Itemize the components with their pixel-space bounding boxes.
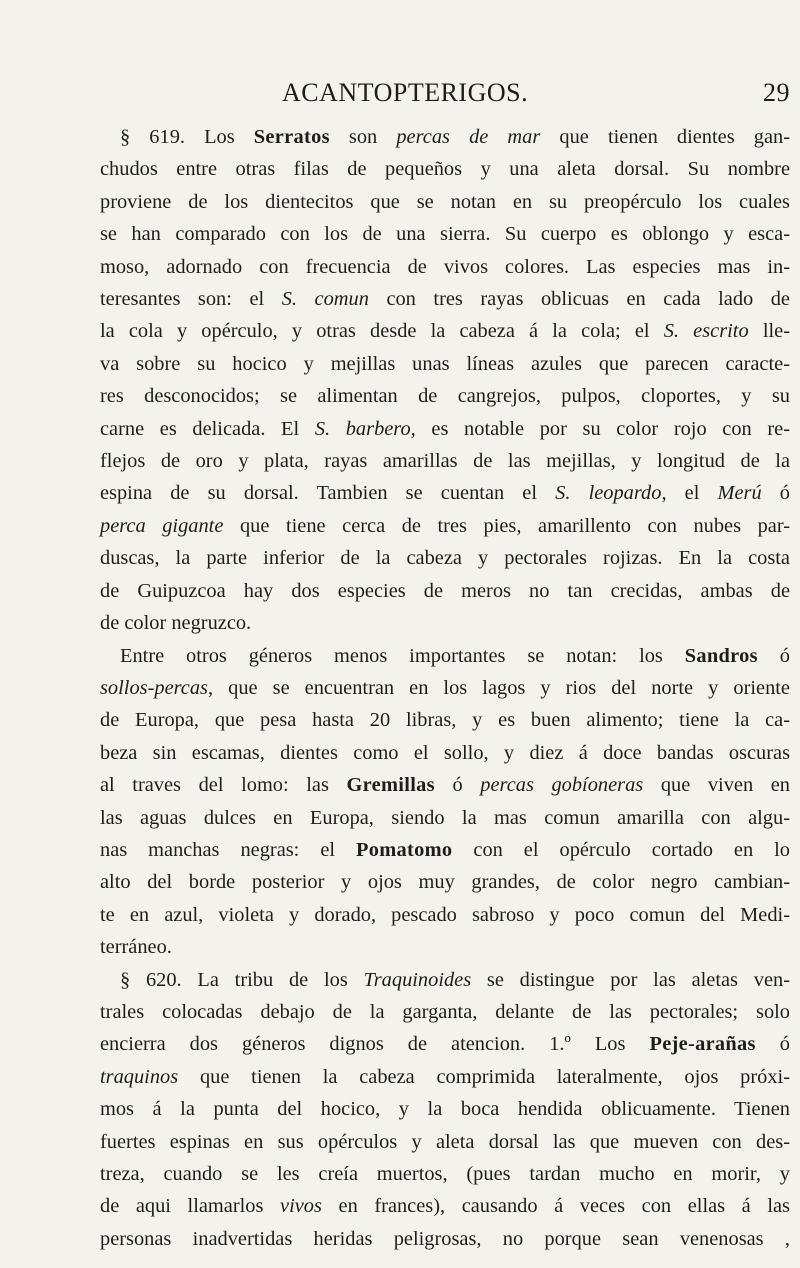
italic-term: S. comun [281,288,369,311]
italic-term: S. leopardo [555,482,662,505]
text-run: en frances), causando á veces con ellas á las [321,1195,790,1218]
text-line [100,1190,790,1222]
text-run: ó [757,644,790,667]
text-run: de Guipuzcoa hay dos especies de meros no tan crecidas, ambas de [100,579,790,602]
text-run: , que se encuentran en los lagos y rios del norte y oriente [208,676,790,699]
text-line [100,704,790,736]
text-run: se distingue por las aletas ven- [471,968,790,991]
text-run: ó [761,482,791,505]
italic-term: S. escrito [663,320,749,343]
text-run: es notable por su color rojo con re- [415,417,791,440]
text-line [100,218,790,250]
text-line [100,899,790,931]
text-run: § 620. La tribu de los [120,968,364,991]
text-line [100,769,790,801]
text-run: de color negruzco. [100,612,252,635]
text-run: se han comparado con los de una sierra. Su cuerpo es oblongo y esca- [100,223,790,246]
text-line [100,542,790,574]
text-run: con tres rayas oblicuas en cada lado de [368,288,790,311]
text-run: ó [434,774,481,797]
text-line [100,737,790,769]
text-line [100,964,790,996]
text-run: ó [755,1033,790,1056]
italic-term: S. barbero, [314,417,416,440]
text-run: chudos entre otras filas de pequeños y una aleta dorsal. Su nombre [100,158,790,181]
text-run: fuertes espinas en sus opérculos y aleta dorsal las que mueven con des- [100,1130,790,1153]
text-line [100,802,790,834]
text-run: la cola y opérculo, y otras desde la cabeza á la cola; el [100,320,664,343]
text-run: te en azul, violeta y dorado, pescado sabroso y poco comun del Medi- [100,903,790,926]
text-run: nas manchas negras: el [100,838,357,861]
text-line [100,283,790,315]
text-run: trales colocadas debajo de la garganta, delante de las pectorales; solo [100,1000,790,1023]
text-line [100,1028,790,1060]
text-run: , el [661,482,718,505]
text-run: terráneo. [100,936,172,959]
text-run: § 619. Los [120,126,254,148]
italic-term: percas de mar [396,126,541,148]
text-run: proviene de los dientecitos que se notan en su preopérculo los cuales [100,190,790,213]
text-line [100,121,790,153]
text-run: alto del borde posterior y ojos muy grandes, de color negro cambian- [100,871,790,894]
text-run: que tienen dientes gan- [540,126,790,148]
page-header [100,78,790,108]
italic-term: sollos-percas [100,676,208,699]
text-line [100,315,790,347]
genus-name: Serratos [253,126,330,148]
text-line [100,186,790,218]
text-run: mos á la punta del hocico, y la boca hendida oblicuamente. Tienen [100,1098,790,1121]
genus-name: Gremillas [346,774,435,797]
text-line [100,1158,790,1190]
genus-name: Sandros [684,644,758,667]
text-run: Entre otros géneros menos importantes se notan: los [120,644,685,667]
text-run: personas inadvertidas heridas peligrosas, no porque sean venenosas , [100,1227,790,1250]
text-line [100,153,790,185]
italic-term: Merú [717,482,762,505]
text-line [100,348,790,380]
text-line [100,477,790,509]
text-run: res desconocidos; se alimentan de cangrejos, pulpos, cloportes, y su [100,385,790,408]
text-line [100,866,790,898]
text-run: treza, cuando se les creía muertos, (pues tardan mucho en morir, y [100,1163,790,1185]
text-line [100,510,790,542]
text-run: que tienen la cabeza comprimida lateralmente, ojos próxi- [178,1065,790,1088]
text-line [100,445,790,477]
text-run: encierra dos géneros dignos de atencion. 1.º Los [100,1033,650,1056]
text-run: lle- [748,320,790,343]
text-line [100,1093,790,1125]
text-line [100,575,790,607]
text-run: duscas, la parte inferior de la cabeza y pectorales rojizas. En la costa [100,547,790,570]
text-run: que viven en [643,774,790,797]
italic-term: Traquinoides [363,968,472,991]
page-number: 29 [763,78,790,107]
text-run: carne es delicada. El [100,417,315,440]
italic-term: vivos [280,1195,322,1218]
italic-term: traquinos [100,1065,179,1088]
text-run: son [329,126,397,148]
text-run: al traves del lomo: las [100,774,347,797]
body-text [100,121,790,1255]
text-line [100,413,790,445]
text-run: beza sin escamas, dientes como el sollo, y diez á doce bandas oscuras [100,741,790,764]
italic-term: perca gigante [100,514,224,537]
text-line [100,996,790,1028]
text-line [100,251,790,283]
text-run: con el opérculo cortado en lo [452,838,790,861]
text-run: de Europa, que pesa hasta 20 libras, y es buen alimento; tiene la ca- [100,709,790,732]
text-run: va sobre su hocico y mejillas unas líneas azules que parecen caracte- [100,352,790,375]
text-line [100,380,790,412]
genus-name: Peje-arañas [649,1033,756,1056]
text-line [100,640,790,672]
text-line [100,1061,790,1093]
running-title: ACANTOPTERIGOS. [282,78,529,107]
text-run: moso, adornado con frecuencia de vivos colores. Las especies mas in- [100,255,790,278]
italic-term: percas gobíoneras [480,774,644,797]
text-run: que tiene cerca de tres pies, amarillento con nubes par- [223,514,791,537]
text-run: de aqui llamarlos [100,1195,281,1218]
genus-name: Pomatomo [356,838,453,861]
text-line [100,1126,790,1158]
text-run: las aguas dulces en Europa, siendo la mas comun amarilla con algu- [100,806,790,829]
text-line [100,1223,790,1255]
text-run: espina de su dorsal. Tambien se cuentan el [100,482,556,505]
text-line [100,834,790,866]
text-line [100,607,790,639]
text-line [100,931,790,963]
text-line [100,672,790,704]
text-run: flejos de oro y plata, rayas amarillas de las mejillas, y longitud de la [100,450,790,473]
text-run: teresantes son: el [100,288,282,311]
